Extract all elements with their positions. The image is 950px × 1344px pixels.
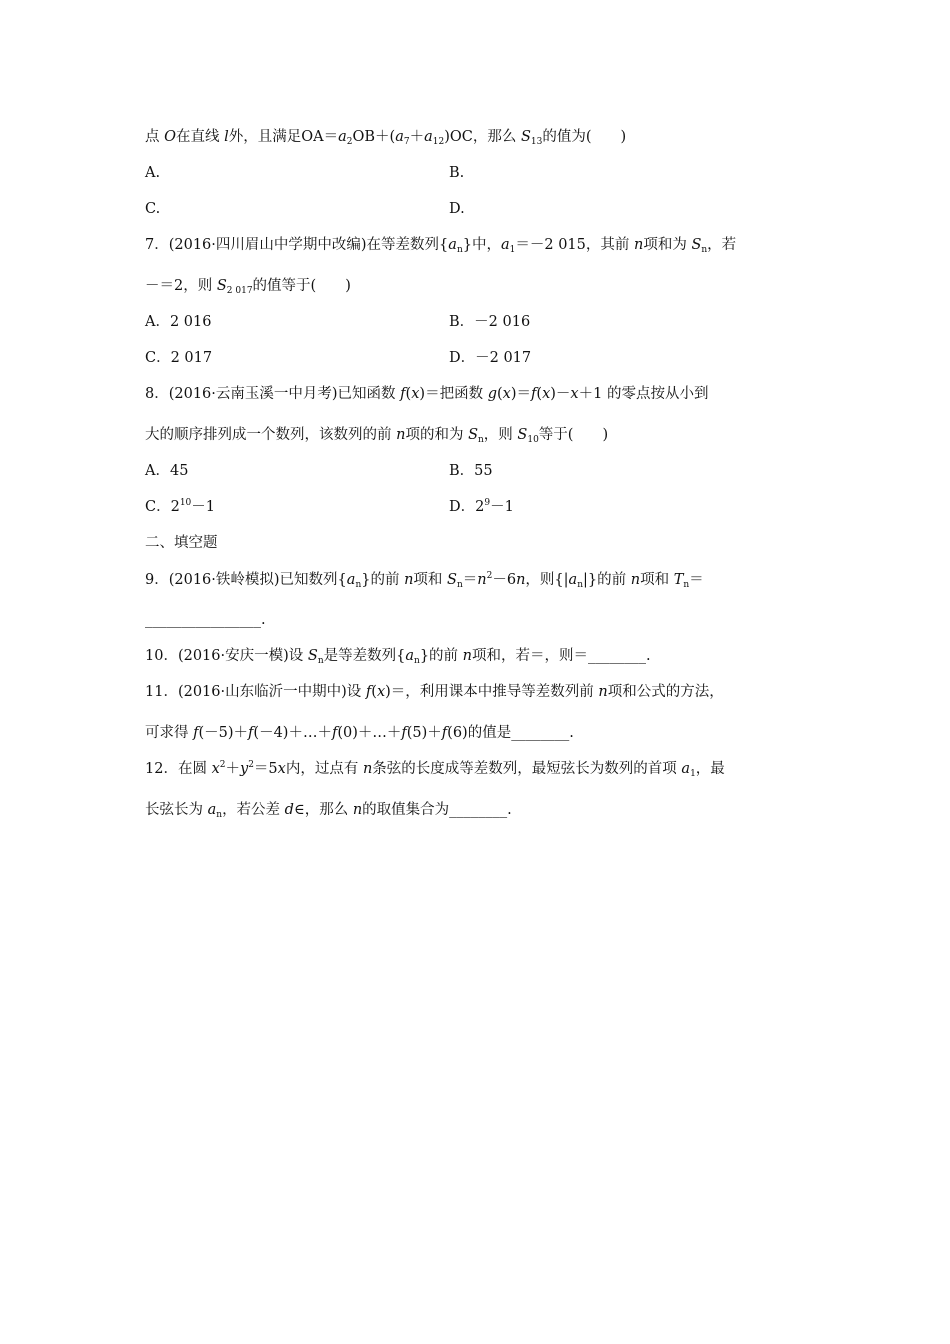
- text: 项的和为: [405, 427, 469, 443]
- q7-option-a: A．2 016: [145, 314, 212, 330]
- var-a: a: [405, 648, 415, 664]
- q7-option-d: D．－2 017: [449, 350, 532, 366]
- subscript: 12: [432, 137, 445, 147]
- text: )＝: [510, 386, 532, 402]
- text: (: [536, 386, 543, 402]
- text: 在直线: [176, 129, 225, 145]
- var-n: n: [630, 572, 641, 588]
- text: 大的顺序排列成一个数列，该数列的前: [145, 427, 397, 443]
- var-a: a: [568, 572, 578, 588]
- text: (－5)＋: [198, 725, 249, 741]
- q7-option-b: B．－2 016: [449, 314, 531, 330]
- text: 10．(2016·安庆一模)设: [145, 648, 308, 664]
- var-n: n: [352, 802, 363, 818]
- subscript: n: [456, 245, 463, 255]
- text: (6)的值是________.: [447, 725, 574, 741]
- text: ＋: [225, 761, 240, 777]
- text: 项和为: [643, 237, 692, 253]
- text: －1: [490, 499, 514, 515]
- var-x: x: [502, 386, 511, 402]
- var-n: n: [598, 684, 608, 700]
- text: D．2: [449, 499, 485, 515]
- text: ，则{|: [525, 572, 569, 588]
- text: }中，: [462, 237, 501, 253]
- text: 点: [145, 129, 165, 145]
- q7-stem-line-2: [145, 276, 351, 296]
- subscript: 1: [509, 245, 516, 255]
- var-d: d: [284, 802, 294, 818]
- text: (－4)＋…＋: [253, 725, 332, 741]
- subscript: n: [456, 580, 463, 590]
- var-f: f: [193, 725, 199, 741]
- text: ＋: [409, 129, 425, 145]
- text: }的前: [419, 648, 463, 664]
- text: 的取值集合为________.: [362, 802, 512, 818]
- text: )OC，那么: [444, 129, 521, 145]
- var-a: a: [681, 761, 691, 777]
- var-f: f: [365, 684, 372, 700]
- var-S: S: [517, 427, 528, 443]
- text: ＋1 的零点按从小到: [578, 386, 709, 402]
- var-f: f: [331, 725, 338, 741]
- text: ∈，那么: [293, 802, 353, 818]
- text: C．2: [145, 499, 180, 515]
- var-S: S: [468, 427, 478, 443]
- text: (: [371, 684, 377, 700]
- var-T: T: [673, 572, 684, 588]
- text: ＝－2 015，其前: [515, 237, 634, 253]
- var-a: a: [207, 802, 217, 818]
- text: 项和，若＝，则＝________.: [472, 648, 651, 664]
- q7-stem-line-1: [145, 235, 736, 255]
- subscript: n: [577, 580, 583, 590]
- section-heading: 二、填空题: [145, 535, 218, 551]
- var-a: a: [346, 572, 356, 588]
- text: －1: [191, 499, 216, 515]
- text: 12．在圆: [145, 761, 212, 777]
- var-x: x: [211, 761, 220, 777]
- text: (: [405, 386, 412, 402]
- var-S: S: [216, 278, 227, 294]
- text: 外，且满足OA＝: [228, 129, 339, 145]
- var-a: a: [338, 129, 347, 145]
- q8-stem-line-2: [145, 425, 608, 445]
- var-n: n: [516, 572, 526, 588]
- text: 的值等于( ): [252, 278, 351, 294]
- text: －6: [492, 572, 517, 588]
- q7-option-c: C．2 017: [145, 350, 213, 366]
- var-l: l: [224, 129, 229, 145]
- subscript: 13: [530, 137, 543, 147]
- text: ，若公差: [222, 802, 285, 818]
- q6-option-d: D.: [449, 201, 465, 217]
- text: 项和公式的方法，: [607, 684, 724, 700]
- subscript: n: [414, 656, 420, 666]
- subscript: 10: [527, 435, 539, 445]
- text: 7．(2016·四川眉山中学期中改编)在等差数列{: [145, 237, 449, 253]
- var-y: y: [239, 761, 249, 777]
- q12-stem-line-2: [145, 800, 512, 820]
- text: 项和: [413, 572, 448, 588]
- var-n: n: [633, 237, 644, 253]
- superscript: 10: [179, 498, 192, 508]
- superscript: 9: [484, 498, 491, 508]
- q6-stem-line: [145, 127, 626, 147]
- var-a: a: [500, 237, 510, 253]
- text: 8．(2016·云南玉溪一中月考)已知函数: [145, 386, 401, 402]
- var-n: n: [404, 572, 414, 588]
- var-x: x: [277, 761, 286, 777]
- var-x: x: [542, 386, 551, 402]
- q8-option-a: A．45: [145, 463, 189, 479]
- subscript: 2: [346, 137, 353, 147]
- text: |}的前: [583, 572, 631, 588]
- text: (: [496, 386, 503, 402]
- text: ，最: [695, 761, 725, 777]
- text: 9．(2016·铁岭模拟)已知数列{: [145, 572, 347, 588]
- q11-stem-line-2: [145, 723, 574, 743]
- q11-stem-line-1: [145, 682, 724, 702]
- q8-stem-line-1: [145, 384, 708, 404]
- var-a: a: [424, 129, 433, 145]
- subscript: n: [701, 245, 708, 255]
- q6-option-b: B.: [449, 165, 465, 181]
- q8-option-d: [449, 497, 514, 517]
- superscript: 2: [248, 760, 254, 770]
- var-n: n: [362, 761, 373, 777]
- subscript: n: [355, 580, 362, 590]
- var-S: S: [307, 648, 318, 664]
- subscript: n: [317, 656, 324, 666]
- text: 的值为( ): [542, 129, 627, 145]
- var-x: x: [411, 386, 420, 402]
- text: 等于( ): [538, 427, 609, 443]
- text: 内，过点有: [285, 761, 363, 777]
- text: )－: [550, 386, 571, 402]
- subscript: n: [478, 435, 484, 445]
- q6-option-c: C.: [145, 201, 161, 217]
- var-a: a: [395, 129, 404, 145]
- text: )＝，利用课本中推导等差数列前: [385, 684, 599, 700]
- text: (0)＋…＋: [337, 725, 402, 741]
- var-S: S: [520, 129, 531, 145]
- var-S: S: [691, 237, 702, 253]
- var-O: O: [164, 129, 176, 145]
- subscript: 7: [403, 137, 410, 147]
- text: ＝5: [253, 761, 278, 777]
- var-a: a: [448, 237, 457, 253]
- text: －＝2，则: [145, 278, 217, 294]
- q8-option-b: B．55: [449, 463, 493, 479]
- text: ，则: [483, 427, 518, 443]
- text: )＝把函数: [419, 386, 488, 402]
- var-x: x: [376, 684, 386, 700]
- q9-stem-line-1: [145, 570, 704, 590]
- var-g: g: [487, 386, 497, 402]
- superscript: 2: [486, 571, 493, 581]
- text: }的前: [361, 572, 405, 588]
- var-n: n: [477, 572, 487, 588]
- q12-stem-line-1: [145, 759, 725, 779]
- q8-option-c: [145, 497, 215, 517]
- text: 是等差数列{: [323, 648, 406, 664]
- var-n: n: [462, 648, 472, 664]
- var-f: f: [441, 725, 448, 741]
- var-f: f: [531, 386, 537, 402]
- q9-answer-blank: ________________.: [145, 612, 266, 628]
- q10-stem-line: [145, 646, 651, 666]
- text: ＝: [689, 572, 704, 588]
- var-f: f: [401, 725, 407, 741]
- text: 项和: [640, 572, 674, 588]
- text: 11．(2016·山东临沂一中期中)设: [145, 684, 366, 700]
- q6-option-a: A.: [145, 165, 161, 181]
- var-n: n: [396, 427, 406, 443]
- text: 长弦长为: [145, 802, 208, 818]
- text: ，若: [707, 237, 737, 253]
- text: (5)＋: [406, 725, 442, 741]
- text: OB＋(: [352, 129, 396, 145]
- text: 条弦的长度成等差数列，最短弦长为数列的首项: [372, 761, 682, 777]
- var-x: x: [570, 386, 579, 402]
- subscript: 1: [690, 769, 696, 779]
- subscript: n: [216, 810, 223, 820]
- text: 可求得: [145, 725, 194, 741]
- text: ＝: [462, 572, 478, 588]
- superscript: 2: [219, 760, 226, 770]
- var-f: f: [400, 386, 406, 402]
- subscript: n: [683, 580, 690, 590]
- var-S: S: [447, 572, 457, 588]
- subscript: 2 017: [226, 286, 253, 296]
- var-f: f: [248, 725, 254, 741]
